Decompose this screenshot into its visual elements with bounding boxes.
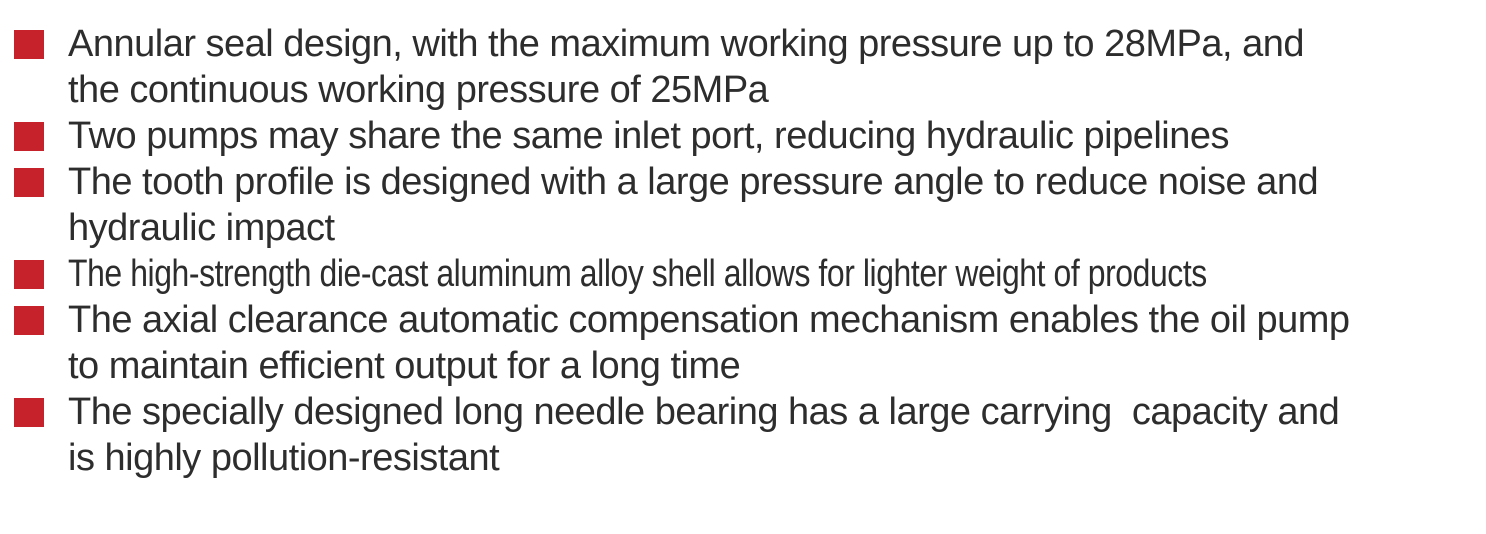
list-item xyxy=(0,389,1486,481)
bullet-square-icon xyxy=(14,398,44,427)
feature-text: Two pumps may share the same inlet port, reducing hydraulic pipelines xyxy=(68,115,1229,157)
list-item xyxy=(0,21,1486,113)
feature-text: The high-strength die-cast aluminum alloy shell allows for lighter weight of products xyxy=(68,253,1207,295)
feature-text: Annular seal design, with the maximum working pressure up to 28MPa, and the continuous working pressure of 25MPa xyxy=(68,23,1305,111)
bullet-square-icon xyxy=(14,260,44,289)
bullet-square-icon xyxy=(14,122,44,151)
bullet-square-icon xyxy=(14,168,44,197)
list-item xyxy=(0,113,1486,159)
feature-text: The tooth profile is designed with a large pressure angle to reduce noise and hydraulic impact xyxy=(68,161,1319,249)
bullet-square-icon xyxy=(14,30,44,59)
list-item xyxy=(0,159,1486,251)
bullet-square-icon xyxy=(14,306,44,335)
list-item xyxy=(0,251,1486,297)
feature-list xyxy=(0,21,1486,481)
feature-text: The axial clearance automatic compensation mechanism enables the oil pump to maintain efficient output for a long time xyxy=(68,299,1350,387)
feature-text: The specially designed long needle bearing has a large carrying capacity and is highly pollution-resistant xyxy=(68,391,1340,479)
list-item xyxy=(0,297,1486,389)
